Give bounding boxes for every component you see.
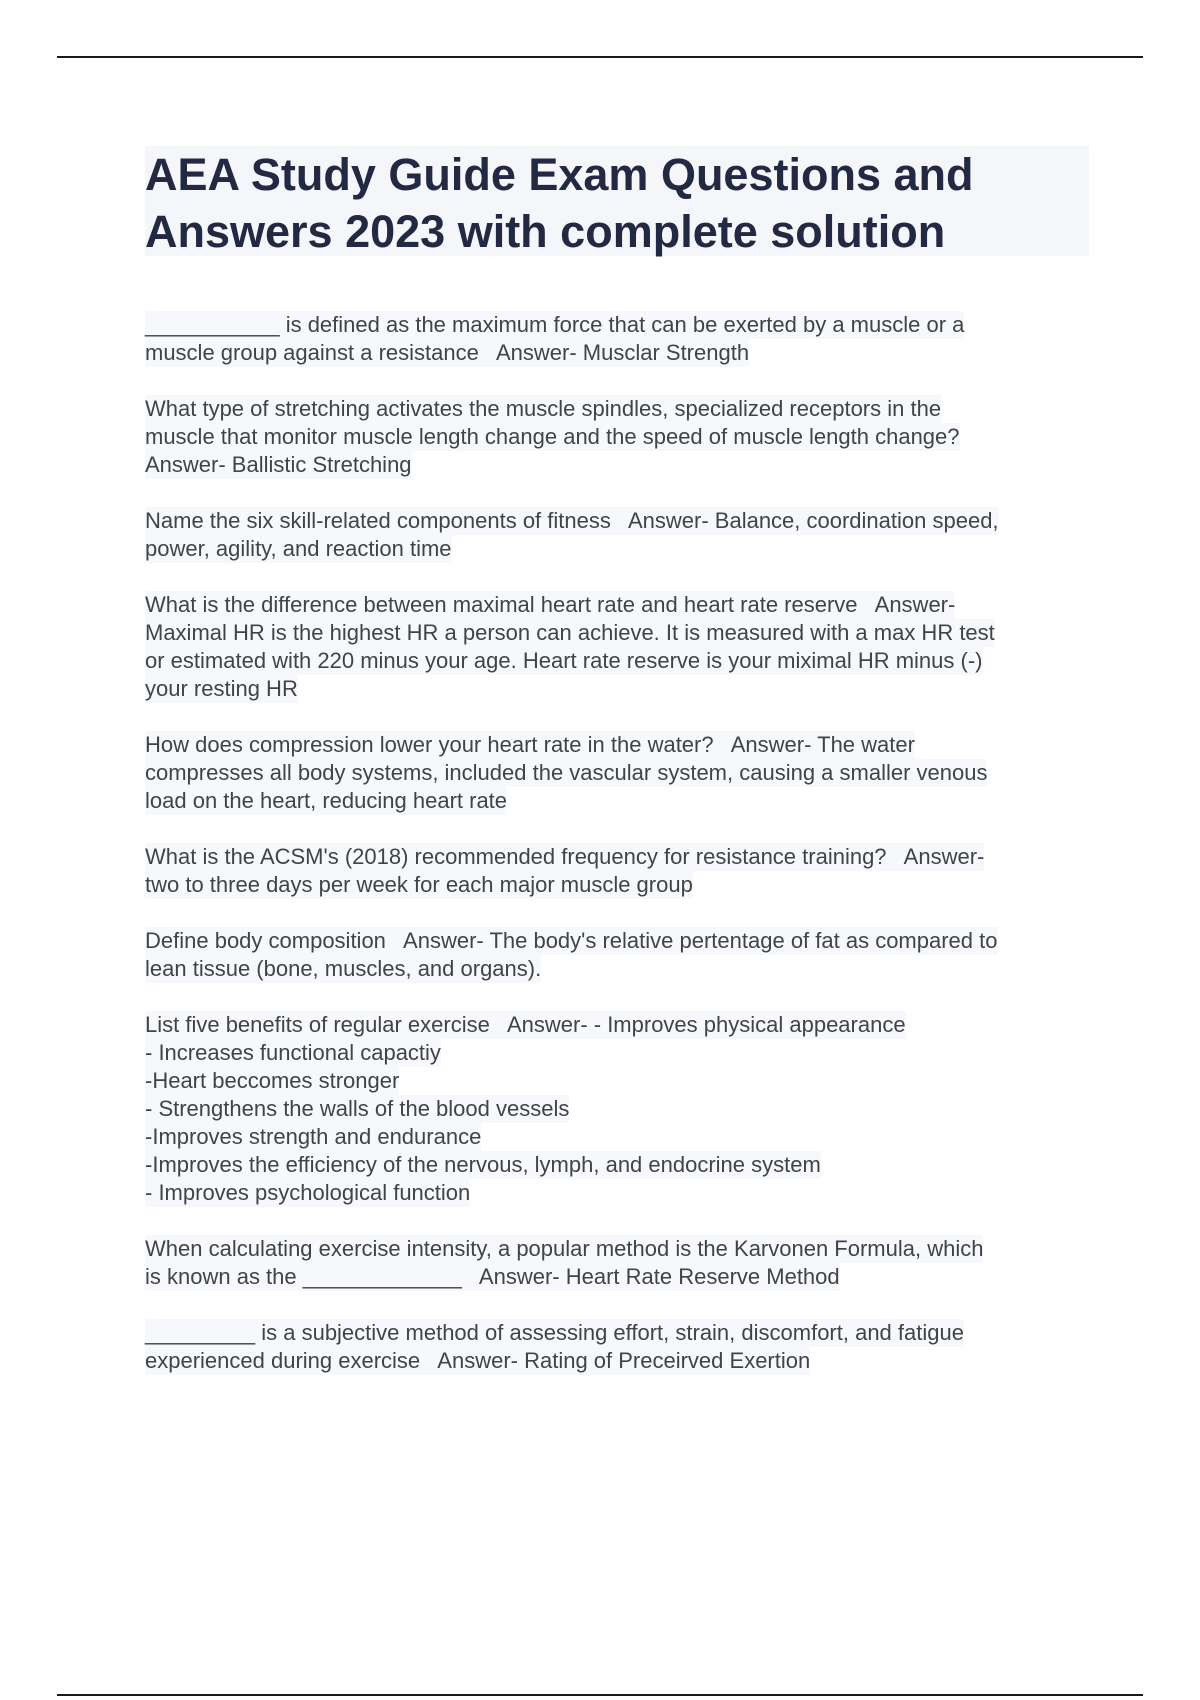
title-line: Answers 2023 with complete solution (145, 206, 946, 257)
page-title (145, 146, 1089, 260)
qa-line: compresses all body systems, included the vascular system, causing a smaller venous (145, 760, 988, 785)
qa-line: muscle group against a resistance Answer- Musclar Strength (145, 340, 750, 365)
qa-line: Maximal HR is the highest HR a person can achieve. It is measured with a max HR test (145, 620, 995, 645)
qa-line: What is the ACSM's (2018) recommended frequency for resistance training? Answer- (145, 844, 985, 869)
qa-item (145, 395, 1095, 479)
qa-line: List five benefits of regular exercise Answer- - Improves physical appearance (145, 1012, 906, 1037)
qa-line: What is the difference between maximal heart rate and heart rate reserve Answer- (145, 592, 956, 617)
qa-item (145, 843, 1095, 899)
qa-item (145, 507, 1095, 563)
qa-line: Define body composition Answer- The body's relative pertentage of fat as compared to (145, 928, 998, 953)
qa-line: When calculating exercise intensity, a popular method is the Karvonen Formula, which (145, 1236, 984, 1261)
qa-line: Answer- Ballistic Stretching (145, 452, 412, 477)
qa-item (145, 1235, 1095, 1291)
qa-line: _________ is a subjective method of assessing effort, strain, discomfort, and fatigue (145, 1320, 964, 1345)
qa-line: your resting HR (145, 676, 298, 701)
qa-item (145, 1011, 1095, 1207)
qa-item (145, 311, 1095, 367)
qa-item (145, 591, 1095, 703)
qa-line: or estimated with 220 minus your age. Heart rate reserve is your miximal HR minus (-) (145, 648, 983, 673)
qa-line: is known as the _____________ Answer- Heart Rate Reserve Method (145, 1264, 840, 1289)
title-block (145, 146, 1089, 256)
qa-line: two to three days per week for each major muscle group (145, 872, 693, 897)
qa-line: - Improves psychological function (145, 1180, 471, 1205)
qa-line: muscle that monitor muscle length change and the speed of muscle length change? (145, 424, 960, 449)
qa-line: What type of stretching activates the muscle spindles, specialized receptors in the (145, 396, 942, 421)
qa-line: -Heart beccomes stronger (145, 1068, 400, 1093)
qa-line: experienced during exercise Answer- Rating of Preceirved Exertion (145, 1348, 811, 1373)
qa-line: load on the heart, reducing heart rate (145, 788, 508, 813)
qa-line: How does compression lower your heart rate in the water? Answer- The water (145, 732, 915, 757)
qa-item (145, 1319, 1095, 1375)
qa-line: - Increases functional capactiy (145, 1040, 441, 1065)
qa-line: lean tissue (bone, muscles, and organs). (145, 956, 542, 981)
qa-item (145, 927, 1095, 983)
qa-list (145, 311, 1095, 1403)
qa-line: -Improves strength and endurance (145, 1124, 482, 1149)
qa-line: power, agility, and reaction time (145, 536, 452, 561)
qa-item (145, 731, 1095, 815)
qa-line: ___________ is defined as the maximum force that can be exerted by a muscle or a (145, 312, 965, 337)
qa-line: - Strengthens the walls of the blood vessels (145, 1096, 570, 1121)
title-line: AEA Study Guide Exam Questions and (145, 149, 974, 200)
footer-rule (57, 1694, 1143, 1696)
header-rule (57, 56, 1143, 58)
qa-line: Name the six skill-related components of fitness Answer- Balance, coordination speed, (145, 508, 999, 533)
qa-line: -Improves the efficiency of the nervous, lymph, and endocrine system (145, 1152, 821, 1177)
